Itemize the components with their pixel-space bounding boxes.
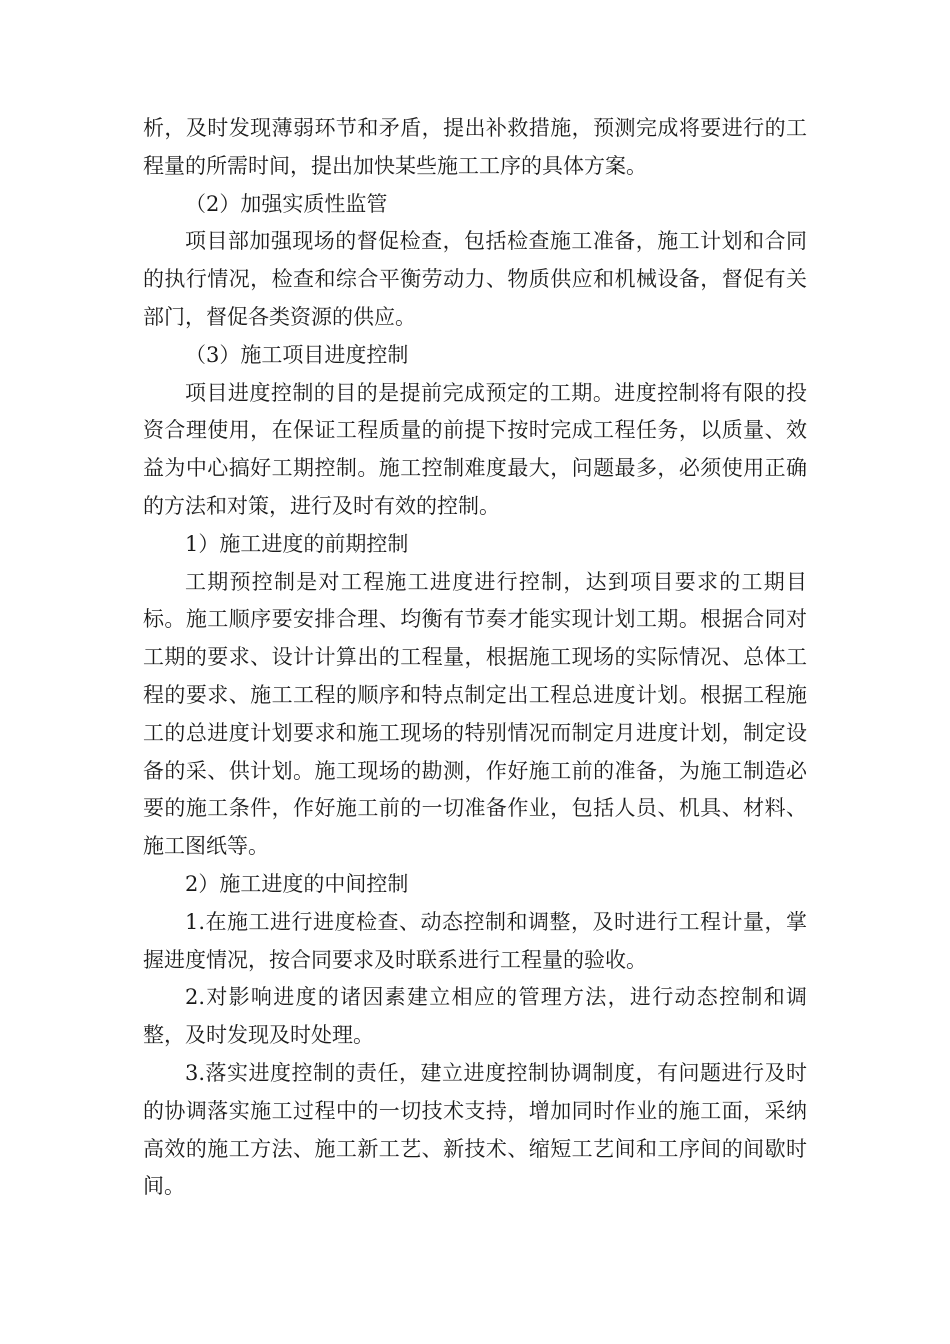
paragraph: 项目部加强现场的督促检查，包括检查施工准备，施工计划和合同的执行情况，检查和综合平衡劳动力、物质供应和机械设备，督促有关部门，督促各类资源的供应。 (143, 229, 807, 329)
list-item: 3.落实进度控制的责任，建立进度控制协调制度，有问题进行及时的协调落实施工过程中的一切技术支持，增加同时作业的施工面，采纳高效的施工方法、施工新工艺、新技术、缩短工艺间和工序间的间歇时间。 (143, 1060, 807, 1199)
subsection-heading-1: 1）施工进度的前期控制 (185, 531, 409, 556)
paragraph-continuation: 析，及时发现薄弱环节和矛盾，提出补救措施，预测完成将要进行的工程量的所需时间，提出加快某些施工工序的具体方案。 (143, 116, 807, 178)
section-heading-3: （3）施工项目进度控制 (185, 342, 409, 367)
paragraph: 工期预控制是对工程施工进度进行控制，达到项目要求的工期目标。施工顺序要安排合理、均衡有节奏才能实现计划工期。根据合同对工期的要求、设计计算出的工程量，根据施工现场的实际情况、总体工程的要求、施工工程的顺序和特点制定出工程总进度计划。根据工程施工的总进度计划要求和施工现场的特别情况而制定月进度计划，制定设备的采、供计划。施工现场的勘测，作好施工前的准备，为施工制造必要的施工条件，作好施工前的一切准备作业，包括人员、机具、材料、施工图纸等。 (143, 569, 807, 859)
subsection-heading-2: 2）施工进度的中间控制 (185, 871, 409, 896)
paragraph: 项目进度控制的目的是提前完成预定的工期。进度控制将有限的投资合理使用，在保证工程质量的前提下按时完成工程任务，以质量、效益为中心搞好工期控制。施工控制难度最大，问题最多，必须使用正确的方法和对策，进行及时有效的控制。 (143, 380, 807, 518)
section-heading-2: （2）加强实质性监管 (185, 191, 388, 216)
document-body (143, 110, 807, 1206)
list-item: 1.在施工进行进度检查、动态控制和调整，及时进行工程计量，掌握进度情况，按合同要求及时联系进行工程量的验收。 (143, 909, 807, 972)
list-item: 2.对影响进度的诸因素建立相应的管理方法，进行动态控制和调整，及时发现及时处理。 (143, 985, 807, 1048)
